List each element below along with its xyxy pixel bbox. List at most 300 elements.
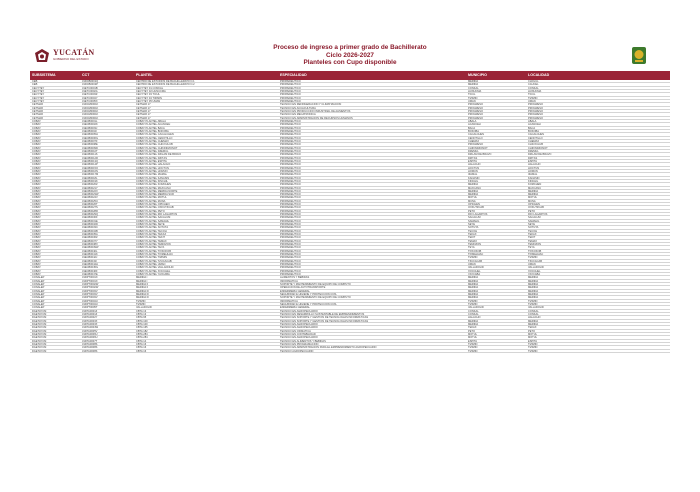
cell-municipio: PROGRESO bbox=[468, 109, 483, 113]
col-header-municipio: MUNICIPIO bbox=[468, 73, 487, 77]
cell-municipio: TIZIMÍN bbox=[468, 346, 478, 350]
cell-localidad: TIZIMÍN bbox=[528, 256, 538, 260]
cell-localidad: MÉRIDA bbox=[528, 276, 539, 280]
cell-localidad: TIZIMÍN bbox=[528, 342, 538, 346]
cell-subsistema: CECYTEY bbox=[32, 96, 45, 100]
cell-cct: 31DCM0001K bbox=[82, 109, 99, 113]
cell-plantel: COBAY PLANTEL OPICHÉN bbox=[136, 203, 170, 207]
cell-especialidad: PROPEDÉUTICO bbox=[280, 163, 301, 167]
cell-plantel: CETMAR 17 bbox=[136, 116, 151, 120]
cell-municipio: DZEMUL bbox=[468, 149, 479, 153]
cell-especialidad: PROPEDÉUTICO bbox=[280, 156, 301, 160]
cell-localidad: TIZIMÍN bbox=[528, 96, 538, 100]
cell-cct: 31DPT0003V bbox=[82, 293, 98, 296]
cell-plantel: COBAY PLANTEL IZAMAL bbox=[136, 173, 168, 177]
cell-cct: 31ECB0003J bbox=[82, 126, 98, 130]
cell-subsistema: DGETAYCM bbox=[32, 336, 47, 340]
cell-localidad: MÉRIDA bbox=[528, 319, 539, 323]
cell-plantel: COBAY PLANTEL BACA bbox=[136, 126, 165, 130]
cell-subsistema: CETMAR bbox=[32, 103, 43, 107]
cell-subsistema: CONALEP bbox=[32, 286, 45, 290]
cell-subsistema: CETMAR bbox=[32, 109, 43, 113]
cell-especialidad: PROPEDÉUTICO bbox=[280, 93, 301, 97]
cell-cct: 31DPT0002W bbox=[82, 286, 99, 290]
cell-subsistema: COBAY bbox=[32, 139, 41, 143]
cell-subsistema: CECYTEY bbox=[32, 89, 45, 93]
cell-subsistema: CEB bbox=[32, 80, 38, 83]
cell-municipio: MOTUL bbox=[468, 336, 478, 340]
cell-subsistema: CETMAR bbox=[32, 106, 43, 110]
cell-localidad: KINCHIL bbox=[528, 179, 539, 183]
cell-municipio: TIZIMÍN bbox=[468, 349, 478, 353]
cell-cct: 31ECB0045G bbox=[82, 266, 99, 270]
cell-cct: 31DCM0001K bbox=[82, 106, 99, 110]
cell-subsistema: COBAY bbox=[32, 193, 41, 197]
cell-subsistema: COBAY bbox=[32, 229, 41, 233]
cell-cct: 31DPT0003V bbox=[82, 289, 98, 293]
cell-cct: 31ECB0034B bbox=[82, 229, 98, 233]
cell-subsistema: COBAY bbox=[32, 216, 41, 220]
cell-municipio: TIZIMÍN bbox=[468, 256, 478, 260]
cell-cct: 31ECB0018L bbox=[82, 176, 98, 180]
cell-localidad: DZILAM DE BRAVO bbox=[528, 153, 552, 157]
cell-municipio: PETO bbox=[468, 209, 476, 213]
cell-cct: 31ECB0031E bbox=[82, 219, 98, 223]
cell-localidad: CACALCHÉN bbox=[528, 133, 544, 137]
cell-localidad: CHEMAX bbox=[528, 139, 540, 143]
cell-cct: 31ECB0036Z bbox=[82, 236, 98, 240]
cell-cct: 31ECB0015O bbox=[82, 166, 99, 170]
cell-plantel: TIZIMÍN bbox=[136, 299, 146, 303]
cell-subsistema: COBAY bbox=[32, 236, 41, 240]
cell-municipio: ESPITA bbox=[468, 159, 478, 163]
cell-cct: 31ECB0040L bbox=[82, 249, 98, 253]
cell-subsistema: DGETAYCM bbox=[32, 349, 47, 353]
cell-cct: 31DTA0007T bbox=[82, 339, 98, 343]
cell-localidad: ESPITA bbox=[528, 339, 538, 343]
cell-cct: 31ECB0008E bbox=[82, 143, 98, 147]
cell-plantel: COBAY PLANTEL TEKIT bbox=[136, 236, 166, 240]
cell-localidad: CAUCEL bbox=[528, 83, 539, 87]
cell-subsistema: COBAY bbox=[32, 163, 41, 167]
cell-cct: 31ETC0005X bbox=[82, 99, 98, 103]
cell-cct: 31ECB0042J bbox=[82, 256, 98, 260]
cell-cct: 31DTA0003X bbox=[82, 319, 98, 323]
cell-cct: 31ECB0016N bbox=[82, 169, 98, 173]
cell-especialidad: TÉCNICO EN ALIMENTOS Y BEBIDAS bbox=[280, 339, 326, 343]
cell-subsistema: DGETAYCM bbox=[32, 312, 47, 316]
cell-especialidad: PROPEDÉUTICO bbox=[280, 226, 301, 230]
cell-municipio: MÉRIDA bbox=[468, 322, 479, 326]
cell-municipio: MOTUL bbox=[468, 196, 478, 200]
cell-plantel: MÉRIDA III bbox=[136, 289, 149, 293]
cell-cct: 31ECB0012R bbox=[82, 156, 98, 160]
cell-especialidad: PROPEDÉUTICO bbox=[280, 146, 301, 150]
cell-plantel: COBAY PLANTEL CHIKINDZONOT bbox=[136, 146, 178, 150]
cell-cct: 31DTA0001Z bbox=[82, 309, 98, 313]
cell-subsistema: COBAY bbox=[32, 199, 41, 203]
cell-municipio: PROGRESO bbox=[468, 106, 483, 110]
cell-plantel: MÉRIDA II bbox=[136, 286, 149, 290]
cell-subsistema: COBAY bbox=[32, 246, 41, 250]
cell-especialidad: PROPEDÉUTICO bbox=[280, 259, 301, 263]
cell-especialidad: PROPEDÉUTICO bbox=[280, 136, 301, 140]
cell-plantel: COBAY PLANTEL BOKOBÁ bbox=[136, 129, 169, 133]
cell-especialidad: TÉCNICO EN OFIMÁTICA bbox=[280, 329, 311, 333]
cell-localidad: PETO bbox=[528, 329, 536, 333]
cell-subsistema: COBAY bbox=[32, 233, 41, 237]
cell-especialidad: PROPEDÉUTICO bbox=[280, 189, 301, 193]
cell-subsistema: CONALEP bbox=[32, 296, 45, 300]
cell-localidad: MÉRIDA bbox=[528, 296, 539, 300]
cell-cct: 31DPT0003V bbox=[82, 296, 98, 300]
cell-localidad: HUNUCMÁ bbox=[528, 89, 542, 93]
cell-subsistema: DGETAYCM bbox=[32, 319, 47, 323]
cell-plantel: MÉRIDA I bbox=[136, 279, 148, 283]
cell-plantel: COBAY PLANTEL DZILAM DE BRAVO bbox=[136, 153, 182, 157]
cell-municipio: HOCTÚN bbox=[468, 166, 480, 170]
cell-subsistema: CONALEP bbox=[32, 279, 45, 283]
cell-localidad: TECOH bbox=[528, 229, 538, 233]
cell-municipio: PROGRESO bbox=[468, 143, 483, 147]
cell-plantel: CETMAR 17 bbox=[136, 109, 151, 113]
cell-municipio: PROGRESO bbox=[468, 113, 483, 117]
cell-localidad: HOMÚN bbox=[528, 169, 538, 173]
cell-municipio: MÉRIDA bbox=[468, 193, 479, 197]
cell-subsistema: COBAY bbox=[32, 129, 41, 133]
cell-municipio: ACANCEH bbox=[468, 123, 481, 127]
cell-cct: 31DCB0002P bbox=[82, 83, 98, 87]
cell-municipio: TZUCACAB bbox=[468, 259, 482, 263]
cell-municipio: VALLADOLID bbox=[468, 266, 484, 270]
cell-localidad: MAXCANÚ bbox=[528, 186, 541, 190]
cell-municipio: TICUL bbox=[468, 93, 476, 97]
cell-plantel: MÉRIDA I bbox=[136, 276, 148, 280]
cell-especialidad: PROPEDÉUTICO bbox=[280, 213, 301, 217]
cell-especialidad: TÉCNICO EN SOPORTE Y GESTIÓN DE TECNOLOGÍAS INFORMÁTICAS bbox=[280, 319, 369, 323]
cell-municipio: HALACHÓ bbox=[468, 163, 481, 167]
cell-localidad: MÉRIDA bbox=[528, 189, 539, 193]
cell-municipio: HALACHÓ bbox=[468, 316, 481, 320]
cell-especialidad: PROPEDÉUTICO bbox=[280, 143, 301, 147]
cell-subsistema: CETMAR bbox=[32, 113, 43, 117]
cell-plantel: CBTA 100 bbox=[136, 322, 148, 326]
cell-especialidad: PROPEDÉUTICO bbox=[280, 133, 301, 137]
cell-subsistema: COBAY bbox=[32, 153, 41, 157]
cell-plantel: MÉRIDA III bbox=[136, 296, 149, 300]
cell-especialidad: PROPEDÉUTICO bbox=[280, 89, 301, 93]
cell-localidad: TIZIMÍN bbox=[528, 349, 538, 353]
cell-cct: 31ECB0044H bbox=[82, 263, 98, 267]
cell-subsistema: COBAY bbox=[32, 253, 41, 257]
cell-municipio: TEKAX bbox=[468, 326, 477, 330]
cell-localidad: MÉRIDA bbox=[528, 279, 539, 283]
cell-localidad: CHICXULUB bbox=[528, 143, 543, 147]
cell-subsistema: COBAY bbox=[32, 259, 41, 263]
cell-subsistema: COBAY bbox=[32, 143, 41, 147]
cell-plantel: COBAY PLANTEL TIZIMÍN bbox=[136, 256, 168, 260]
cell-cct: 31ECB0013Q bbox=[82, 159, 99, 163]
cell-especialidad: TÉCNICO EN ADMINISTRACIÓN PARA EL EMPRENDIMIENTO AGROPECUARIO bbox=[280, 346, 377, 350]
cell-localidad: VALLADOLID bbox=[528, 306, 544, 310]
col-header-especialidad: ESPECIALIDAD bbox=[280, 73, 307, 77]
table-header-row bbox=[30, 71, 670, 80]
cell-municipio: UMÁN bbox=[468, 263, 476, 267]
cell-cct: 31DTA0003X bbox=[82, 322, 98, 326]
cell-cct: 31ECB0006G bbox=[82, 136, 99, 140]
cell-subsistema: COBAY bbox=[32, 156, 41, 160]
cell-subsistema: COBAY bbox=[32, 189, 41, 193]
cell-cct: 31DTA0002Y bbox=[82, 316, 98, 320]
cell-municipio: MOTUL bbox=[468, 332, 478, 336]
col-header-localidad: LOCALIDAD bbox=[528, 73, 550, 77]
cell-especialidad: TÉCNICO EN PROGRAMACIÓN bbox=[280, 342, 319, 346]
cell-localidad: OXKUTZCAB bbox=[528, 206, 544, 210]
cell-municipio: MUNA bbox=[468, 199, 476, 203]
cell-especialidad: OPERACIÓN DE AUTOTRANSPORTE bbox=[280, 286, 326, 290]
cell-plantel: COBAY PLANTEL DZITÁS bbox=[136, 156, 167, 160]
cell-especialidad: INFORMÁTICA bbox=[280, 299, 298, 303]
cell-especialidad: ENFERMERÍA GENERAL bbox=[280, 289, 310, 293]
cell-cct: 31DTA0004W bbox=[82, 326, 99, 330]
cell-cct: 31ECB0033C bbox=[82, 226, 98, 230]
cell-especialidad: PROPEDÉUTICO bbox=[280, 80, 301, 83]
cell-municipio: MAXCANÚ bbox=[468, 186, 481, 190]
cell-subsistema: COBAY bbox=[32, 149, 41, 153]
cell-cct: 31DTA0008S bbox=[82, 342, 98, 346]
cell-localidad: CONKAL bbox=[528, 312, 539, 316]
cell-cct: 31ETC0001B bbox=[82, 86, 98, 90]
col-header-plantel: PLANTEL bbox=[136, 73, 153, 77]
cell-plantel: COBAY PLANTEL RÍO LAGARTOS bbox=[136, 213, 178, 217]
cell-subsistema: COBAY bbox=[32, 219, 41, 223]
cell-especialidad: ENFERMERÍA GENERAL bbox=[280, 306, 310, 310]
cell-especialidad: PROPEDÉUTICO bbox=[280, 99, 301, 103]
cell-municipio: MÉRIDA bbox=[468, 80, 479, 83]
cell-localidad: TEKAX bbox=[528, 326, 537, 330]
cell-municipio: CONKAL bbox=[468, 86, 479, 90]
logo-subtitle: GOBIERNO DEL ESTADO bbox=[53, 57, 89, 61]
cell-municipio: MÉRIDA bbox=[468, 83, 479, 87]
cell-cct: 31DTA0008S bbox=[82, 346, 98, 350]
cell-especialidad: PROPEDÉUTICO bbox=[280, 173, 301, 177]
cell-subsistema: CONALEP bbox=[32, 293, 45, 296]
cell-subsistema: COBAY bbox=[32, 136, 41, 140]
cell-cct: 31ETC0004Y bbox=[82, 96, 98, 100]
cell-especialidad: PROPEDÉUTICO bbox=[280, 209, 301, 213]
cell-cct: 31ETC0003Z bbox=[82, 93, 98, 97]
cell-subsistema: COBAY bbox=[32, 223, 41, 227]
cell-localidad: MUNA bbox=[528, 199, 536, 203]
cell-cct: 31ECB0025U bbox=[82, 199, 98, 203]
cell-especialidad: PROPEDÉUTICO bbox=[280, 246, 301, 250]
cell-municipio: CHEMAX bbox=[468, 139, 480, 143]
cell-cct: 31ECB0009D bbox=[82, 146, 98, 150]
cell-cct: 31ECB0041K bbox=[82, 253, 98, 257]
cell-cct: 31DTA0006U bbox=[82, 332, 98, 336]
cell-especialidad: PROPEDÉUTICO bbox=[280, 129, 301, 133]
cell-municipio: TIZIMÍN bbox=[468, 96, 478, 100]
cell-localidad: TIXMEHUAC bbox=[528, 253, 544, 257]
cell-especialidad: TÉCNICO EN SOPORTE Y GESTIÓN DE TECNOLOGÍAS INFORMÁTICAS bbox=[280, 316, 369, 320]
cell-municipio: DZITÁS bbox=[468, 156, 478, 160]
cell-cct: 31ECB0021Y bbox=[82, 186, 98, 190]
cell-subsistema: COBAY bbox=[32, 133, 41, 137]
cell-plantel: COBAY PLANTEL KOMCHÉN bbox=[136, 183, 171, 187]
cell-plantel: CBTA 95 bbox=[136, 316, 147, 320]
cell-subsistema: COBAY bbox=[32, 266, 41, 270]
cell-plantel: COBAY PLANTEL TEYA bbox=[136, 246, 165, 250]
cell-localidad: SEYÉ bbox=[528, 223, 535, 227]
cell-cct: 31ECB0005H bbox=[82, 133, 98, 137]
title-line-2: Ciclo 2026-2027 bbox=[326, 51, 374, 59]
cell-especialidad: PROPEDÉUTICO bbox=[280, 196, 301, 200]
cell-especialidad: PROPEDÉUTICO bbox=[280, 253, 301, 257]
cell-municipio: ESPITA bbox=[468, 339, 478, 343]
cell-municipio: TEMOZÓN bbox=[468, 243, 481, 247]
cell-municipio: MÉRIDA bbox=[468, 183, 479, 187]
yucatan-emblem-icon bbox=[33, 48, 51, 64]
cell-cct: 31ECB0011S bbox=[82, 153, 98, 157]
cell-especialidad: PROPEDÉUTICO bbox=[280, 266, 301, 270]
cell-subsistema: COBAY bbox=[32, 243, 41, 247]
cell-localidad: TEYA bbox=[528, 246, 535, 250]
cell-plantel: COBAY PLANTEL DZEMUL bbox=[136, 149, 169, 153]
cell-cct: 31ECB0014P bbox=[82, 163, 98, 167]
cell-especialidad: TÉCNICO EN AGROPECUARIO bbox=[280, 322, 318, 326]
cell-localidad: OPICHÉN bbox=[528, 203, 540, 207]
cell-cct: 31ECB0030F bbox=[82, 216, 98, 220]
cell-localidad: VALLADOLID bbox=[528, 266, 544, 270]
cell-municipio: XOCCHEL bbox=[468, 269, 481, 273]
cell-especialidad: PROPEDÉUTICO bbox=[280, 223, 301, 227]
cell-localidad: XOCCHEL bbox=[528, 269, 541, 273]
cell-municipio: MÉRIDA bbox=[468, 319, 479, 323]
cell-municipio: YAXCABÁ bbox=[468, 273, 481, 277]
cell-cct: 31ECB0028R bbox=[82, 209, 98, 213]
cell-plantel: COBAY PLANTEL TEMAX bbox=[136, 239, 167, 243]
cell-municipio: HOMÚN bbox=[468, 169, 478, 173]
cell-especialidad: PROPEDÉUTICO bbox=[280, 123, 301, 127]
cell-plantel: COBAY PLANTEL MÉRIDA SUR bbox=[136, 193, 174, 197]
cell-plantel: CBTA 284 bbox=[136, 336, 148, 340]
cell-cct: 31ECB0010T bbox=[82, 149, 98, 153]
cell-cct: 31ECB0026T bbox=[82, 203, 98, 207]
cell-cct: 31ECB0024V bbox=[82, 196, 98, 200]
document-title-block bbox=[170, 44, 530, 67]
cell-especialidad: PROPEDÉUTICO bbox=[280, 126, 301, 130]
cell-municipio: OXKUTZCAB bbox=[468, 206, 484, 210]
cell-especialidad: SOPORTE Y MANTENIMIENTO DE EQUIPO DE CÓMPUTO bbox=[280, 283, 351, 287]
cell-municipio: OPICHÉN bbox=[468, 203, 480, 207]
cell-plantel: VALLADOLID bbox=[136, 306, 152, 310]
cell-cct: 31DPT0005T bbox=[82, 306, 98, 310]
cell-subsistema: CECYTEY bbox=[32, 99, 45, 103]
cell-plantel: COBAY PLANTEL TECOH bbox=[136, 229, 167, 233]
cell-localidad: UMÁN bbox=[528, 263, 536, 267]
cell-municipio: RÍO LAGARTOS bbox=[468, 213, 488, 217]
cell-plantel: CENTRO DE ESTUDIOS DE BACHILLERATO N.1 bbox=[136, 80, 195, 83]
cell-cct: 31DTA0008S bbox=[82, 349, 98, 353]
cell-cct: 31DPT0004U bbox=[82, 299, 98, 303]
cell-especialidad: ALIMENTOS Y BEBIDAS bbox=[280, 276, 310, 280]
cell-localidad: ABALÁ bbox=[528, 119, 537, 123]
cell-plantel: COBAY PLANTEL SACALUM bbox=[136, 216, 171, 220]
cell-cct: 31DCM0001K bbox=[82, 116, 99, 120]
cell-municipio: HUNUCMÁ bbox=[468, 89, 482, 93]
cell-plantel: CECYTEY 05 UMÁN bbox=[136, 99, 161, 103]
cell-plantel: COBAY PLANTEL ABALÁ bbox=[136, 119, 166, 123]
cell-especialidad: TÉCNICO EN ACUACULTURA bbox=[280, 106, 316, 110]
cell-plantel: CECYTEY 03 TICUL bbox=[136, 93, 160, 97]
cell-especialidad: PROPEDÉUTICO bbox=[280, 159, 301, 163]
cell-plantel: COBAY PLANTEL VALLADOLID bbox=[136, 266, 174, 270]
cell-subsistema: CEB bbox=[32, 83, 38, 87]
cell-cct: 31ECB0020Z bbox=[82, 183, 98, 187]
cell-cct: 31DCB0001Q bbox=[82, 80, 99, 83]
cell-cct: 31ECB0032D bbox=[82, 223, 98, 227]
cell-plantel: CECYTEY 01 CONKAL bbox=[136, 86, 164, 90]
cell-subsistema: COBAY bbox=[32, 273, 41, 277]
cell-localidad: BOKOBÁ bbox=[528, 129, 539, 133]
cell-localidad: KOMCHÉN bbox=[528, 183, 542, 187]
cell-plantel: CBTA 14 bbox=[136, 339, 147, 343]
cell-especialidad: PROPEDÉUTICO bbox=[280, 183, 301, 187]
cell-localidad: CHIKINDZONOT bbox=[528, 146, 548, 150]
cell-plantel: COBAY PLANTEL MOTUL bbox=[136, 196, 167, 200]
cell-plantel: TIZIMÍN bbox=[136, 302, 146, 306]
cell-municipio: TIXKOKOB bbox=[468, 249, 482, 253]
cell-localidad: MÉRIDA bbox=[528, 283, 539, 287]
cell-localidad: RÍO LAGARTOS bbox=[528, 213, 548, 217]
cell-localidad: TIZIMÍN bbox=[528, 346, 538, 350]
cell-subsistema: COBAY bbox=[32, 183, 41, 187]
cell-localidad: MÉRIDA bbox=[528, 289, 539, 293]
cell-subsistema: COBAY bbox=[32, 226, 41, 230]
cell-municipio: BOKOBÁ bbox=[468, 129, 479, 133]
cell-especialidad: TÉCNICO EN AGROPECUARIO bbox=[280, 326, 318, 330]
cell-subsistema: COBAY bbox=[32, 213, 41, 217]
cell-plantel: COBAY PLANTEL SOTUTA bbox=[136, 226, 169, 230]
cell-municipio: KANASÍN bbox=[468, 176, 480, 180]
cell-plantel: COBAY PLANTEL KANASÍN bbox=[136, 176, 170, 180]
cell-plantel: COBAY PLANTEL CHICXULUB bbox=[136, 143, 173, 147]
cell-especialidad: PROPEDÉUTICO bbox=[280, 206, 301, 210]
cell-municipio: TEMAX bbox=[468, 239, 477, 243]
cell-plantel: CBTA 182 bbox=[136, 329, 148, 333]
cell-municipio: MÉRIDA bbox=[468, 189, 479, 193]
cell-especialidad: TÉCNICO EN AGROPECUARIO bbox=[280, 309, 318, 313]
cell-especialidad: TÉCNICO EN REFRIGERACIÓN Y CLIMATIZACIÓN bbox=[280, 103, 342, 107]
cell-municipio: MÉRIDA bbox=[468, 279, 479, 283]
cell-cct: 31ECB0043I bbox=[82, 259, 97, 263]
cell-localidad: PROGRESO bbox=[528, 106, 543, 110]
cell-subsistema: DGETAYCM bbox=[32, 332, 47, 336]
cell-localidad: TEKIT bbox=[528, 236, 536, 240]
cell-plantel: CBTA 100 bbox=[136, 319, 148, 323]
cell-localidad: PROGRESO bbox=[528, 103, 543, 107]
cell-cct: 31ETC0002A bbox=[82, 89, 98, 93]
cell-subsistema: COBAY bbox=[32, 179, 41, 183]
cell-municipio: SACALUM bbox=[468, 216, 481, 220]
cell-plantel: COBAY PLANTEL MÉRIDA NORTE bbox=[136, 189, 178, 193]
cell-municipio: CONKAL bbox=[468, 312, 479, 316]
cell-localidad: CONKAL bbox=[528, 86, 539, 90]
cell-plantel: COBAY PLANTEL MUNA bbox=[136, 199, 166, 203]
cell-localidad: MOTUL bbox=[528, 336, 538, 340]
cell-localidad: BACA bbox=[528, 126, 536, 130]
cell-plantel: CBTA 284 bbox=[136, 332, 148, 336]
